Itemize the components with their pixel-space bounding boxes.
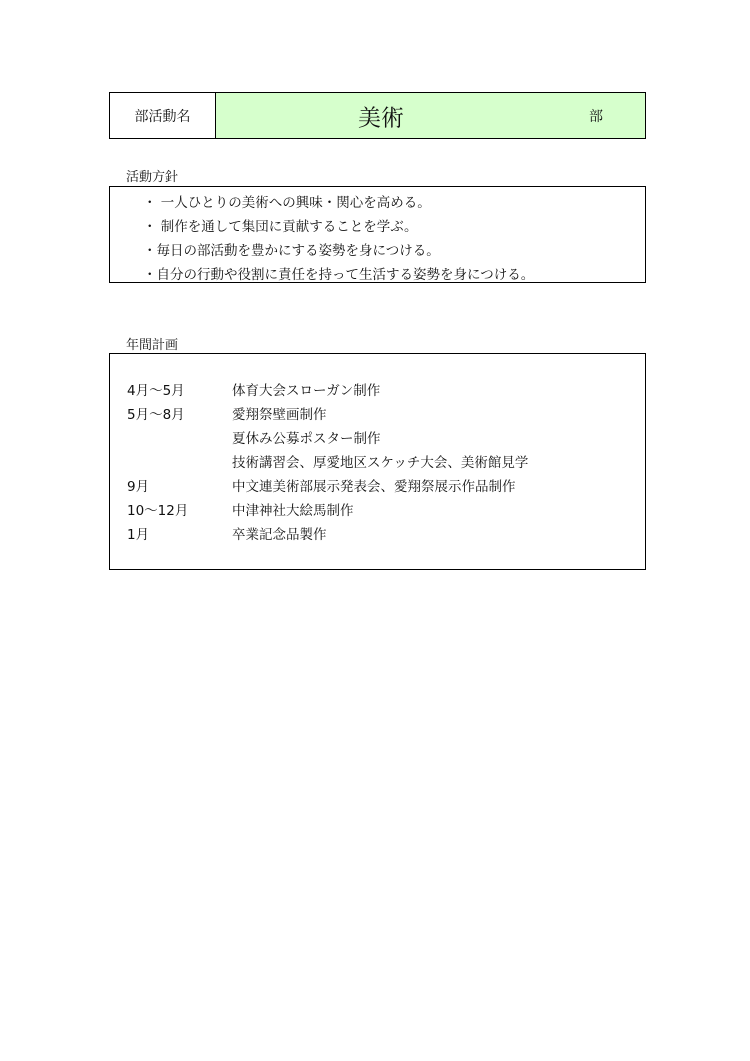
- annual-plan-box: [109, 353, 646, 570]
- policy-section-title: 活動方針: [126, 170, 179, 185]
- policy-item: ・自分の行動や役割に責任を持って生活する姿勢を身につける。: [143, 267, 535, 283]
- plan-row: [110, 451, 645, 475]
- plan-row: [110, 403, 645, 427]
- club-name: 美術: [358, 105, 404, 131]
- plan-row: [110, 427, 645, 451]
- plan-section-title: 年間計画: [126, 338, 179, 353]
- club-value-cell: [216, 93, 645, 138]
- policy-item: ・毎日の部活動を豊かにする姿勢を身につける。: [143, 243, 440, 259]
- plan-row: [110, 499, 645, 523]
- plan-row: [110, 475, 645, 499]
- plan-row: [110, 379, 645, 403]
- plan-month: [110, 427, 232, 451]
- plan-activity: 体育大会スローガン制作: [232, 383, 381, 399]
- club-name-header: [109, 92, 646, 139]
- policy-box: [109, 186, 646, 283]
- plan-activity: 技術講習会、厚愛地区スケッチ大会、美術館見学: [232, 455, 529, 471]
- plan-month: 5月～8月: [127, 407, 185, 423]
- plan-activity: 中文連美術部展示発表会、愛翔祭展示作品制作: [232, 479, 516, 495]
- plan-row: [110, 523, 645, 547]
- club-label: 部活動名: [110, 93, 216, 138]
- policy-item: ・ 一人ひとりの美術への興味・関心を高める。: [143, 195, 431, 211]
- club-suffix: 部: [589, 108, 603, 125]
- plan-activity: 愛翔祭壁画制作: [232, 407, 327, 423]
- plan-activity: 夏休み公募ポスター制作: [232, 431, 381, 447]
- plan-month: 9月: [127, 479, 150, 495]
- plan-month: 1月: [127, 527, 150, 543]
- plan-month: 4月～5月: [127, 383, 185, 399]
- plan-activity: 卒業記念品製作: [232, 527, 327, 543]
- plan-month: 10～12月: [127, 503, 189, 519]
- plan-month: [110, 451, 232, 475]
- plan-activity: 中津神社大絵馬制作: [232, 503, 354, 519]
- policy-item: ・ 制作を通して集団に貢献することを学ぶ。: [143, 219, 418, 235]
